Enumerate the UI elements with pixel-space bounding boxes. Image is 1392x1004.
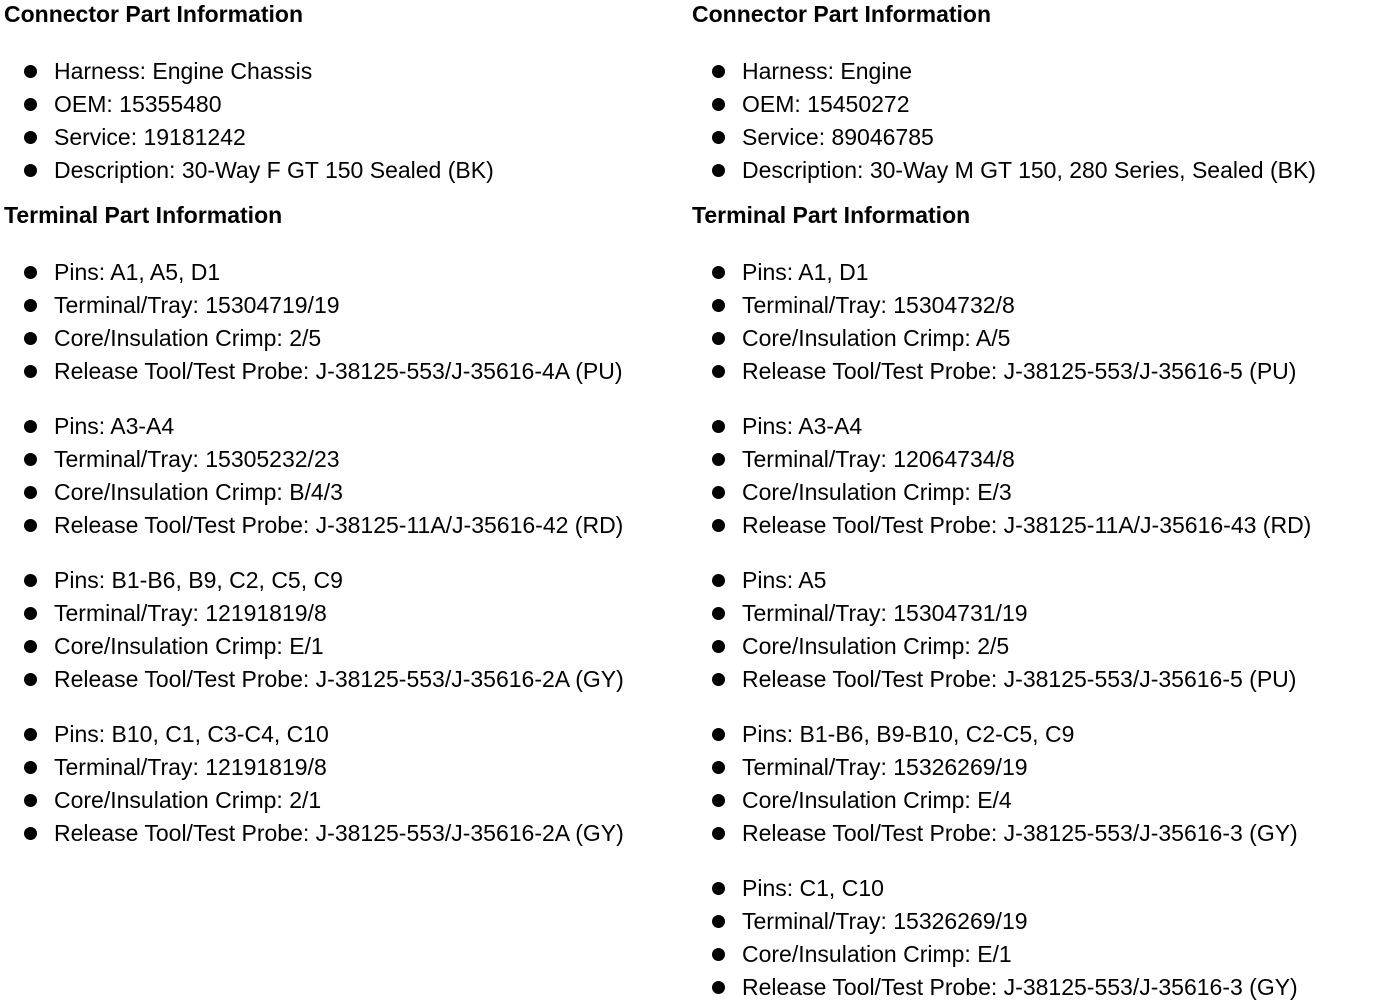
bullet-icon: [712, 794, 725, 807]
list-item: [692, 154, 1388, 187]
item-text: Terminal/Tray: 15305232/23: [54, 446, 340, 472]
item-text: Release Tool/Test Probe: J-38125-553/J-35616-5 (PU): [742, 358, 1297, 384]
bullet-icon: [24, 607, 37, 620]
list-item: [692, 289, 1388, 322]
bullet-icon: [712, 607, 725, 620]
item-text: Pins: A3-A4: [54, 413, 175, 439]
bullet-icon: [24, 164, 37, 177]
list-item: [692, 121, 1388, 154]
bullet-icon: [712, 453, 725, 466]
list-item: [4, 256, 688, 289]
item-text: Release Tool/Test Probe: J-38125-553/J-35616-2A (GY): [54, 820, 624, 846]
list-item: [692, 443, 1388, 476]
terminal-group: [692, 718, 1388, 850]
terminal-group: [4, 256, 688, 388]
bullet-icon: [24, 574, 37, 587]
right-column: [692, 0, 1388, 1004]
bullet-icon: [712, 981, 725, 994]
item-text: Harness: Engine Chassis: [54, 58, 313, 84]
bullet-icon: [24, 98, 37, 111]
item-text: Pins: B1-B6, B9-B10, C2-C5, C9: [742, 721, 1075, 747]
item-text: Description: 30-Way M GT 150, 280 Series, Sealed (BK): [742, 157, 1316, 183]
item-text: Service: 19181242: [54, 124, 246, 150]
terminal-heading: Terminal Part Information: [4, 202, 283, 228]
bullet-icon: [24, 131, 37, 144]
bullet-icon: [712, 728, 725, 741]
list-item: [4, 289, 688, 322]
list-item: [4, 718, 688, 751]
bullet-icon: [24, 673, 37, 686]
terminal-group: [4, 718, 688, 850]
bullet-icon: [712, 574, 725, 587]
list-item: [692, 938, 1388, 971]
list-item: [4, 322, 688, 355]
item-text: Pins: A1, A5, D1: [54, 259, 221, 285]
connector-heading: Connector Part Information: [692, 1, 992, 27]
bullet-icon: [712, 98, 725, 111]
bullet-icon: [24, 519, 37, 532]
terminal-group: [692, 256, 1388, 388]
item-text: Core/Insulation Crimp: E/4: [742, 787, 1012, 813]
left-column: [4, 0, 688, 850]
list-item: [692, 663, 1388, 696]
item-text: Pins: A1, D1: [742, 259, 869, 285]
list-item: [4, 751, 688, 784]
bullet-icon: [24, 266, 37, 279]
bullet-icon: [24, 486, 37, 499]
terminal-group: [4, 410, 688, 542]
list-item: [692, 410, 1388, 443]
item-text: Core/Insulation Crimp: B/4/3: [54, 479, 343, 505]
list-item: [692, 509, 1388, 542]
item-text: Terminal/Tray: 12191819/8: [54, 600, 327, 626]
item-text: Release Tool/Test Probe: J-38125-553/J-35616-3 (GY): [742, 974, 1298, 1000]
bullet-icon: [712, 915, 725, 928]
item-text: Release Tool/Test Probe: J-38125-553/J-35616-4A (PU): [54, 358, 623, 384]
list-item: [692, 476, 1388, 509]
item-text: Pins: C1, C10: [742, 875, 884, 901]
item-text: Terminal/Tray: 12191819/8: [54, 754, 327, 780]
bullet-icon: [712, 761, 725, 774]
list-item: [4, 817, 688, 850]
item-text: Core/Insulation Crimp: 2/5: [742, 633, 1010, 659]
list-item: [692, 817, 1388, 850]
list-item: [692, 355, 1388, 388]
bullet-icon: [24, 728, 37, 741]
item-text: Harness: Engine: [742, 58, 913, 84]
bullet-icon: [712, 948, 725, 961]
terminal-group: [692, 410, 1388, 542]
item-text: Core/Insulation Crimp: E/3: [742, 479, 1012, 505]
item-text: Release Tool/Test Probe: J-38125-553/J-35616-2A (GY): [54, 666, 624, 692]
list-item: [692, 718, 1388, 751]
list-item: [692, 971, 1388, 1004]
connector-heading: Connector Part Information: [4, 1, 304, 27]
list-item: [692, 784, 1388, 817]
item-text: Terminal/Tray: 12064734/8: [742, 446, 1015, 472]
item-text: Release Tool/Test Probe: J-38125-553/J-35616-3 (GY): [742, 820, 1298, 846]
bullet-icon: [712, 640, 725, 653]
connector-list: [692, 55, 1388, 187]
bullet-icon: [24, 640, 37, 653]
item-text: Service: 89046785: [742, 124, 934, 150]
item-text: Core/Insulation Crimp: E/1: [742, 941, 1012, 967]
list-item: [4, 597, 688, 630]
bullet-icon: [712, 882, 725, 895]
bullet-icon: [24, 65, 37, 78]
item-text: Pins: B1-B6, B9, C2, C5, C9: [54, 567, 343, 593]
bullet-icon: [24, 299, 37, 312]
list-item: [4, 121, 688, 154]
list-item: [692, 88, 1388, 121]
bullet-icon: [24, 420, 37, 433]
bullet-icon: [712, 65, 725, 78]
terminal-heading: Terminal Part Information: [692, 202, 971, 228]
list-item: [4, 355, 688, 388]
item-text: OEM: 15355480: [54, 91, 222, 117]
bullet-icon: [24, 761, 37, 774]
list-item: [692, 751, 1388, 784]
list-item: [692, 630, 1388, 663]
item-text: Release Tool/Test Probe: J-38125-11A/J-35616-43 (RD): [742, 512, 1312, 538]
item-text: OEM: 15450272: [742, 91, 910, 117]
item-text: Core/Insulation Crimp: 2/1: [54, 787, 322, 813]
bullet-icon: [712, 365, 725, 378]
item-text: Release Tool/Test Probe: J-38125-11A/J-35616-42 (RD): [54, 512, 624, 538]
bullet-icon: [712, 673, 725, 686]
item-text: Terminal/Tray: 15304719/19: [54, 292, 340, 318]
item-text: Release Tool/Test Probe: J-38125-553/J-35616-5 (PU): [742, 666, 1297, 692]
bullet-icon: [712, 827, 725, 840]
item-text: Terminal/Tray: 15304732/8: [742, 292, 1015, 318]
item-text: Terminal/Tray: 15326269/19: [742, 908, 1028, 934]
list-item: [4, 154, 688, 187]
list-item: [4, 630, 688, 663]
list-item: [692, 256, 1388, 289]
item-text: Core/Insulation Crimp: E/1: [54, 633, 324, 659]
bullet-icon: [24, 453, 37, 466]
bullet-icon: [24, 827, 37, 840]
list-item: [4, 564, 688, 597]
list-item: [692, 322, 1388, 355]
item-text: Pins: B10, C1, C3-C4, C10: [54, 721, 329, 747]
bullet-icon: [712, 332, 725, 345]
bullet-icon: [24, 332, 37, 345]
list-item: [4, 784, 688, 817]
bullet-icon: [712, 519, 725, 532]
bullet-icon: [712, 486, 725, 499]
item-text: Pins: A5: [742, 567, 827, 593]
terminal-group: [692, 872, 1388, 1004]
bullet-icon: [712, 131, 725, 144]
list-item: [692, 872, 1388, 905]
list-item: [4, 443, 688, 476]
bullet-icon: [712, 164, 725, 177]
list-item: [4, 663, 688, 696]
list-item: [4, 509, 688, 542]
bullet-icon: [24, 365, 37, 378]
list-item: [4, 88, 688, 121]
bullet-icon: [24, 794, 37, 807]
bullet-icon: [712, 266, 725, 279]
terminal-group: [4, 564, 688, 696]
list-item: [692, 597, 1388, 630]
list-item: [692, 905, 1388, 938]
item-text: Core/Insulation Crimp: 2/5: [54, 325, 322, 351]
connector-list: [4, 55, 688, 187]
item-text: Terminal/Tray: 15326269/19: [742, 754, 1028, 780]
item-text: Core/Insulation Crimp: A/5: [742, 325, 1011, 351]
terminal-group: [692, 564, 1388, 696]
list-item: [692, 564, 1388, 597]
list-item: [692, 55, 1388, 88]
item-text: Terminal/Tray: 15304731/19: [742, 600, 1028, 626]
list-item: [4, 476, 688, 509]
list-item: [4, 410, 688, 443]
list-item: [4, 55, 688, 88]
item-text: Description: 30-Way F GT 150 Sealed (BK): [54, 157, 494, 183]
item-text: Pins: A3-A4: [742, 413, 863, 439]
bullet-icon: [712, 420, 725, 433]
bullet-icon: [712, 299, 725, 312]
